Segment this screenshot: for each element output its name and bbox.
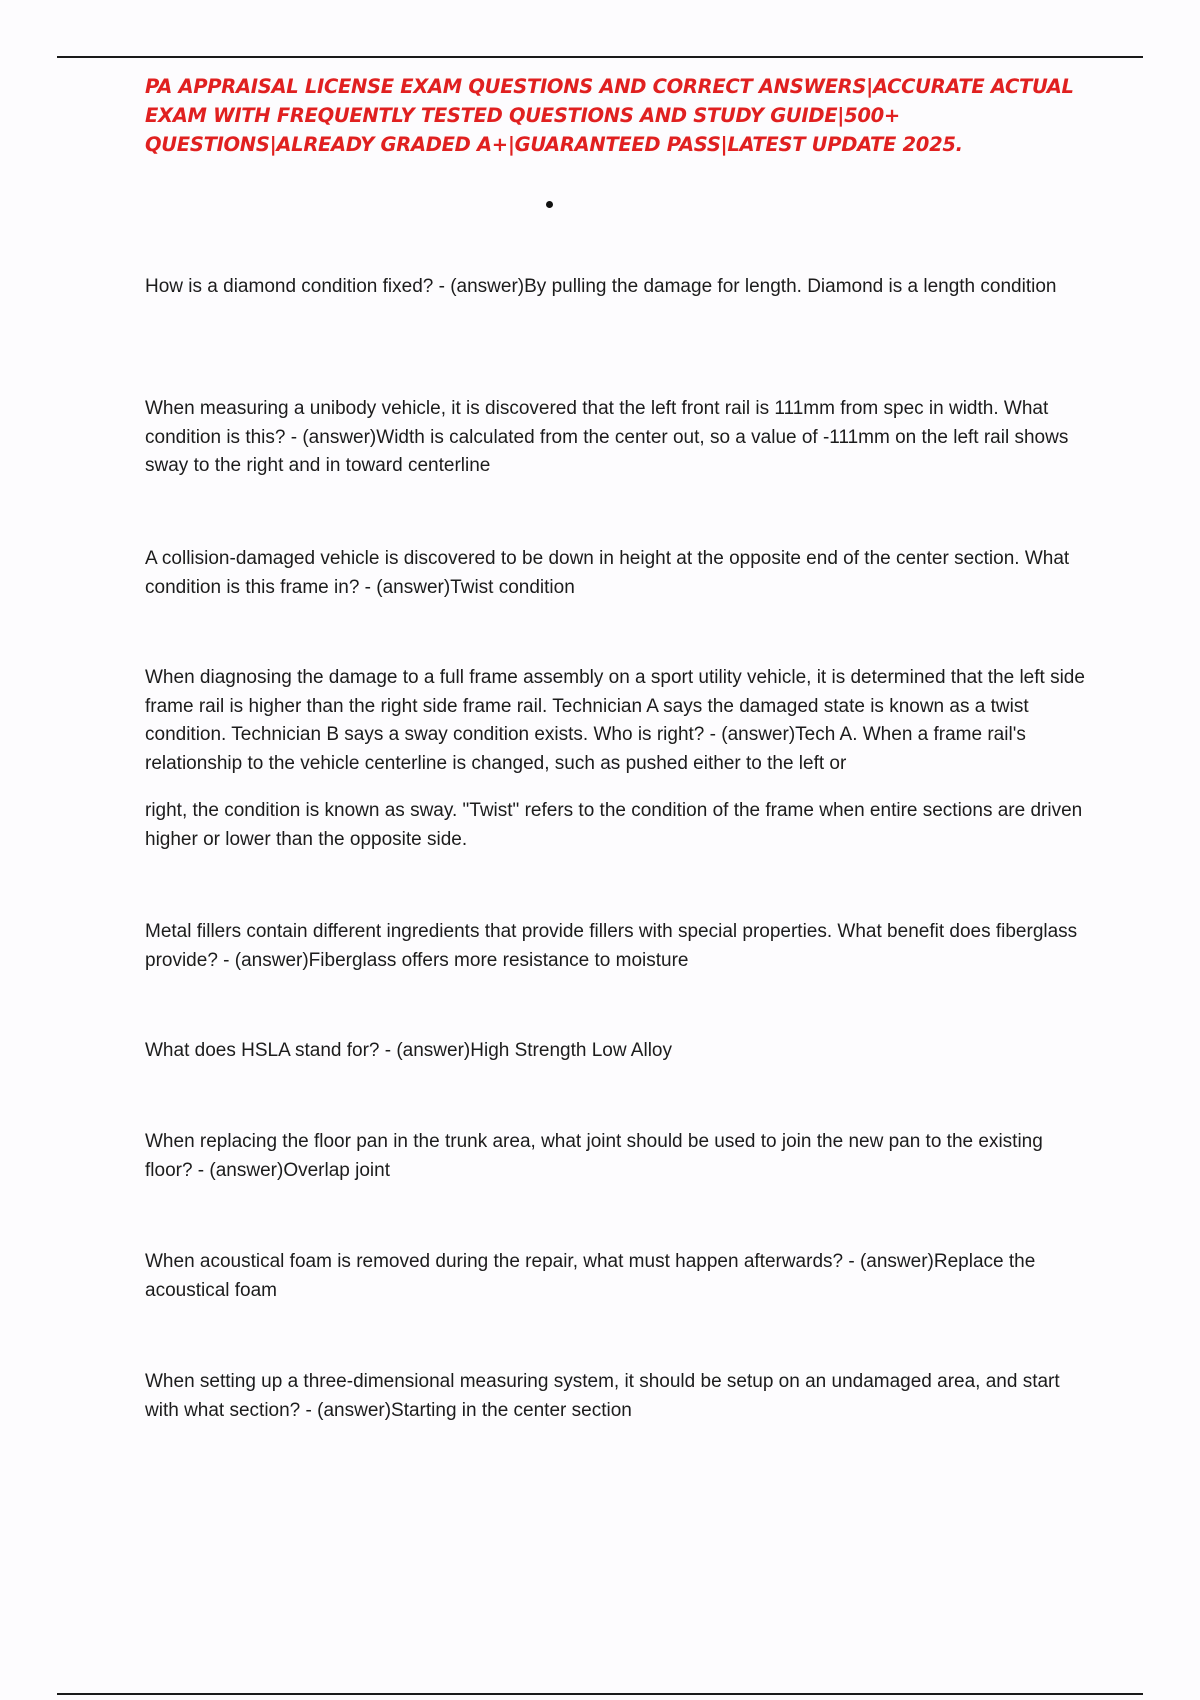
bullet-point — [546, 201, 553, 208]
qa-paragraph: How is a diamond condition fixed? - (answer)By pulling the damage for length. Diamond is a length condition — [145, 276, 1057, 297]
top-rule — [57, 56, 1143, 58]
bottom-rule — [57, 1693, 1143, 1695]
document-title: PA APPRAISAL LICENSE EXAM QUESTIONS AND CORRECT ANSWERS|ACCURATE ACTUAL EXAM WITH FREQUENTLY TESTED QUESTIONS AND STUDY GUIDE|500+ QUESTIONS|ALREADY GRADED A+|GUARANTEED PASS|LATEST UPDATE 2025. — [145, 75, 1074, 156]
qa-paragraph: When diagnosing the damage to a full frame assembly on a sport utility vehicle, it is determined that the left side frame rail is higher than the right side frame rail. Technician A says the damaged state is known as a twist condition. Technician B says a sway condition exists. Who is right? - (answer)Tech A. When a frame rail's relationship to the vehicle centerline is changed, such as pushed either to the left or — [145, 667, 1085, 774]
qa-paragraph: Metal fillers contain different ingredients that provide fillers with special properties. What benefit does fiberglass provide? - (answer)Fiberglass offers more resistance to moisture — [145, 921, 1078, 971]
qa-paragraph: right, the condition is known as sway. "Twist" refers to the condition of the frame when entire sections are driven higher or lower than the opposite side. — [145, 800, 1083, 850]
qa-paragraph: When replacing the floor pan in the trunk area, what joint should be used to join the new pan to the existing floor? - (answer)Overlap joint — [145, 1131, 1043, 1181]
qa-paragraph: What does HSLA stand for? - (answer)High Strength Low Alloy — [145, 1040, 672, 1061]
qa-paragraph: When measuring a unibody vehicle, it is discovered that the left front rail is 111mm from spec in width. What condition is this? - (answer)Width is calculated from the center out, so a value of -111mm on the left rail shows sway to the right and in toward centerline — [145, 398, 1069, 476]
qa-paragraph: A collision-damaged vehicle is discovered to be down in height at the opposite end of the center section. What condition is this frame in? - (answer)Twist condition — [145, 548, 1070, 598]
qa-paragraph: When acoustical foam is removed during the repair, what must happen afterwards? - (answer)Replace the acoustical foam — [145, 1251, 1036, 1301]
qa-paragraph: When setting up a three-dimensional measuring system, it should be setup on an undamaged area, and start with what section? - (answer)Starting in the center section — [145, 1371, 1060, 1421]
